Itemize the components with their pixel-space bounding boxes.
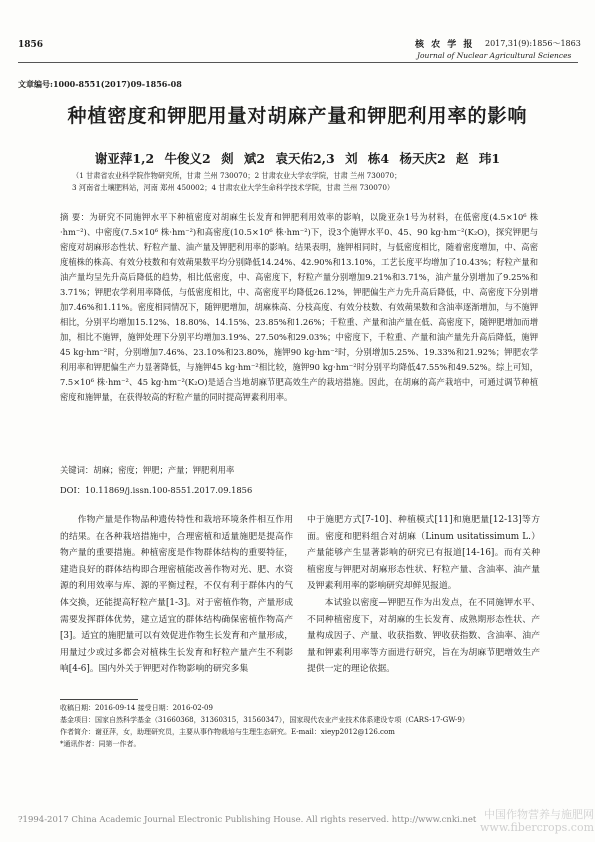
body-column-right [307,512,540,678]
affiliation-line-1: （1 甘肃省农业科学院作物研究所，甘肃 兰州 730070；2 甘肃农业大学农学院，甘肃 兰州 730070； [72,171,402,180]
affiliation-line-2: 3 河南省土壤肥料站，河南 郑州 450002；4 甘肃农业大学生命科学技术学院，甘肃 兰州 730070） [72,183,395,192]
watermark [480,808,594,834]
journal-title-cn: 核 农 学 报 [415,40,475,50]
doi: DOI：10.11869/j.issn.100-8551.2017.09.1856 [60,485,253,495]
watermark-url: www.fibercrops.com [480,821,595,834]
author-list: 谢亚萍1,2 牛俊义2 剡 斌2 袁天佑2,3 刘 栋4 杨天庆2 赵 玮1 [94,151,501,166]
footnote-rule [60,699,138,700]
copyright-line: ?1994-2017 China Academic Journal Electronic Publishing House. All rights reserved. http://www.cnki.net [18,815,477,825]
footnote-author: 作者简介：谢亚萍，女，助理研究员，主要从事作物栽培与生理生态研究。E-mail：xieyp2012@126.com [60,728,395,736]
journal-title-en: Journal of Nuclear Agricultural Sciences [417,51,572,60]
journal-issue: 2017,31(9):1856～1863 [485,39,581,48]
body-column-left [60,512,293,678]
footnote-received: 收稿日期：2016-09-14 接受日期：2016-02-09 [60,704,213,712]
keywords: 关键词：胡麻；密度；钾肥；产量；钾肥利用率 [60,465,235,475]
paper-title: 种植密度和钾肥用量对胡麻产量和钾肥利用率的影响 [67,105,528,127]
footnote-corresponding: *通讯作者：同第一作者。 [60,740,141,748]
body-paragraph: 本试验以密度—钾肥互作为出发点，在不同施钾水平、不同种植密度下，对胡麻的生长发育、成熟期形态性状、产量构成因子、产量、收获指数、钾收获指数、含油率、油产量和钾素利用率等方面进行研究，旨在为胡麻节肥增效生产提供一定的理论依据。 [307,597,540,675]
abstract: 摘 要：为研究不同施钾水平下种植密度对胡麻生长发育和钾肥利用效率的影响，以陇亚杂1号为材料，在低密度(4.5×10⁶ 株·hm⁻²)、中密度(7.5×10⁶ 株·hm⁻²)和高密度(10.5×10⁶ 株·hm⁻²)下，设3个施钾水平0、45、90 kg·hm⁻²(K₂O)，探究钾肥与密度对胡麻形态性状、籽粒产量、油产量及钾肥利用率的影响。结果表明，施钾相同时，与低密度相比，随着密度增加，中、高密度植株的株高、有效分枝数和有效蒴果数平均分别降低14.24%、42.90%和13.10%，工艺长度平均增加了10.43%；籽粒产量和油产量均呈先升高后降低的趋势，相比低密度，中、高密度下，籽粒产量分别增加9.21%和3.71%，油产量分别增加了9.25%和3.71%；钾肥农学利用率降低，与低密度相比，中、高密度平均降低26.12%，钾肥偏生产力先升高后降低，中、高密度下分别增加7.46%和1.11%。密度相同情况下，随钾肥增加，胡麻株高、分枝高度、有效分枝数、有效蒴果数和含油率逐渐增加，与不施钾相比，分别平均增加15.12%、18.80%、14.15%、23.85%和1.26%；千粒重、产量和油产量在低、高密度下，随钾肥增加而增加，相比不施钾，施钾处理下分别平均增加3.19%、27.50%和29.03%；中密度下，千粒重、产量和油产量先升高后降低，施钾45 kg·hm⁻²时，分别增加7.46%、23.10%和23.80%，施钾90 kg·hm⁻²时，分别增加5.25%、19.33%和21.92%；钾肥农学利用率和钾肥偏生产力显著降低，与施钾45 kg·hm⁻²相比较，施钾90 kg·hm⁻²时分别平均降低47.55%和49.52%。综上可知，7.5×10⁶ 株·hm⁻²、45 kg·hm⁻²(K₂O)是适合当地胡麻节肥高效生产的栽培措施。因此，在胡麻的高产栽培中，可通过调节种植密度和施钾量，在获得较高的籽粒产量的同时提高钾素利用率。 [60,212,538,402]
body-paragraph: 中于施肥方式[7-10]、种植模式[11]和施肥量[12-13]等方面。密度和肥料组合对胡麻（Linum usitatissimum L.）产量能够产生显著影响的研究已有报道[14-16]。而有关种植密度与钾肥对胡麻形态性状、籽粒产量、含油率、油产量及钾素利用率的影响研究却鲜见报道。 [307,515,540,592]
footnote-funding: 基金项目：国家自然科学基金（31660368，31360315，31560347），国家现代农业产业技术体系建设专项（CARS-17-GW-9） [60,716,469,724]
article-number: 文章编号:1000-8551(2017)09-1856-08 [18,79,182,89]
watermark-cn: 中国作物营养与施肥网 [484,808,595,821]
header-rule [18,62,578,63]
body-paragraph: 作物产量是作物品种遗传特性和栽培环境条件相互作用的结果。在各种栽培措施中，合理密植和适量施肥是提高作物产量的重要措施。种植密度是作物群体结构的重要特征，建造良好的群体结构即合理密植能改善作物对光、肥、水资源的利用效率与库、源的平衡过程，不仅有利于群体内的气体交换，还能提高籽粒产量[1-3]。对于密植作物，产量形成需要发挥群体优势，建立适宜的群体结构确保密植作物高产[3]。适宜的施肥量可以有效促进作物生长发育和产量形成，用量过少或过多都会对植株生长发育和籽粒产量产生不利影响[4-6]。国内外关于钾肥对作物影响的研究多集 [60,515,293,675]
page-number: 1856 [18,40,44,50]
